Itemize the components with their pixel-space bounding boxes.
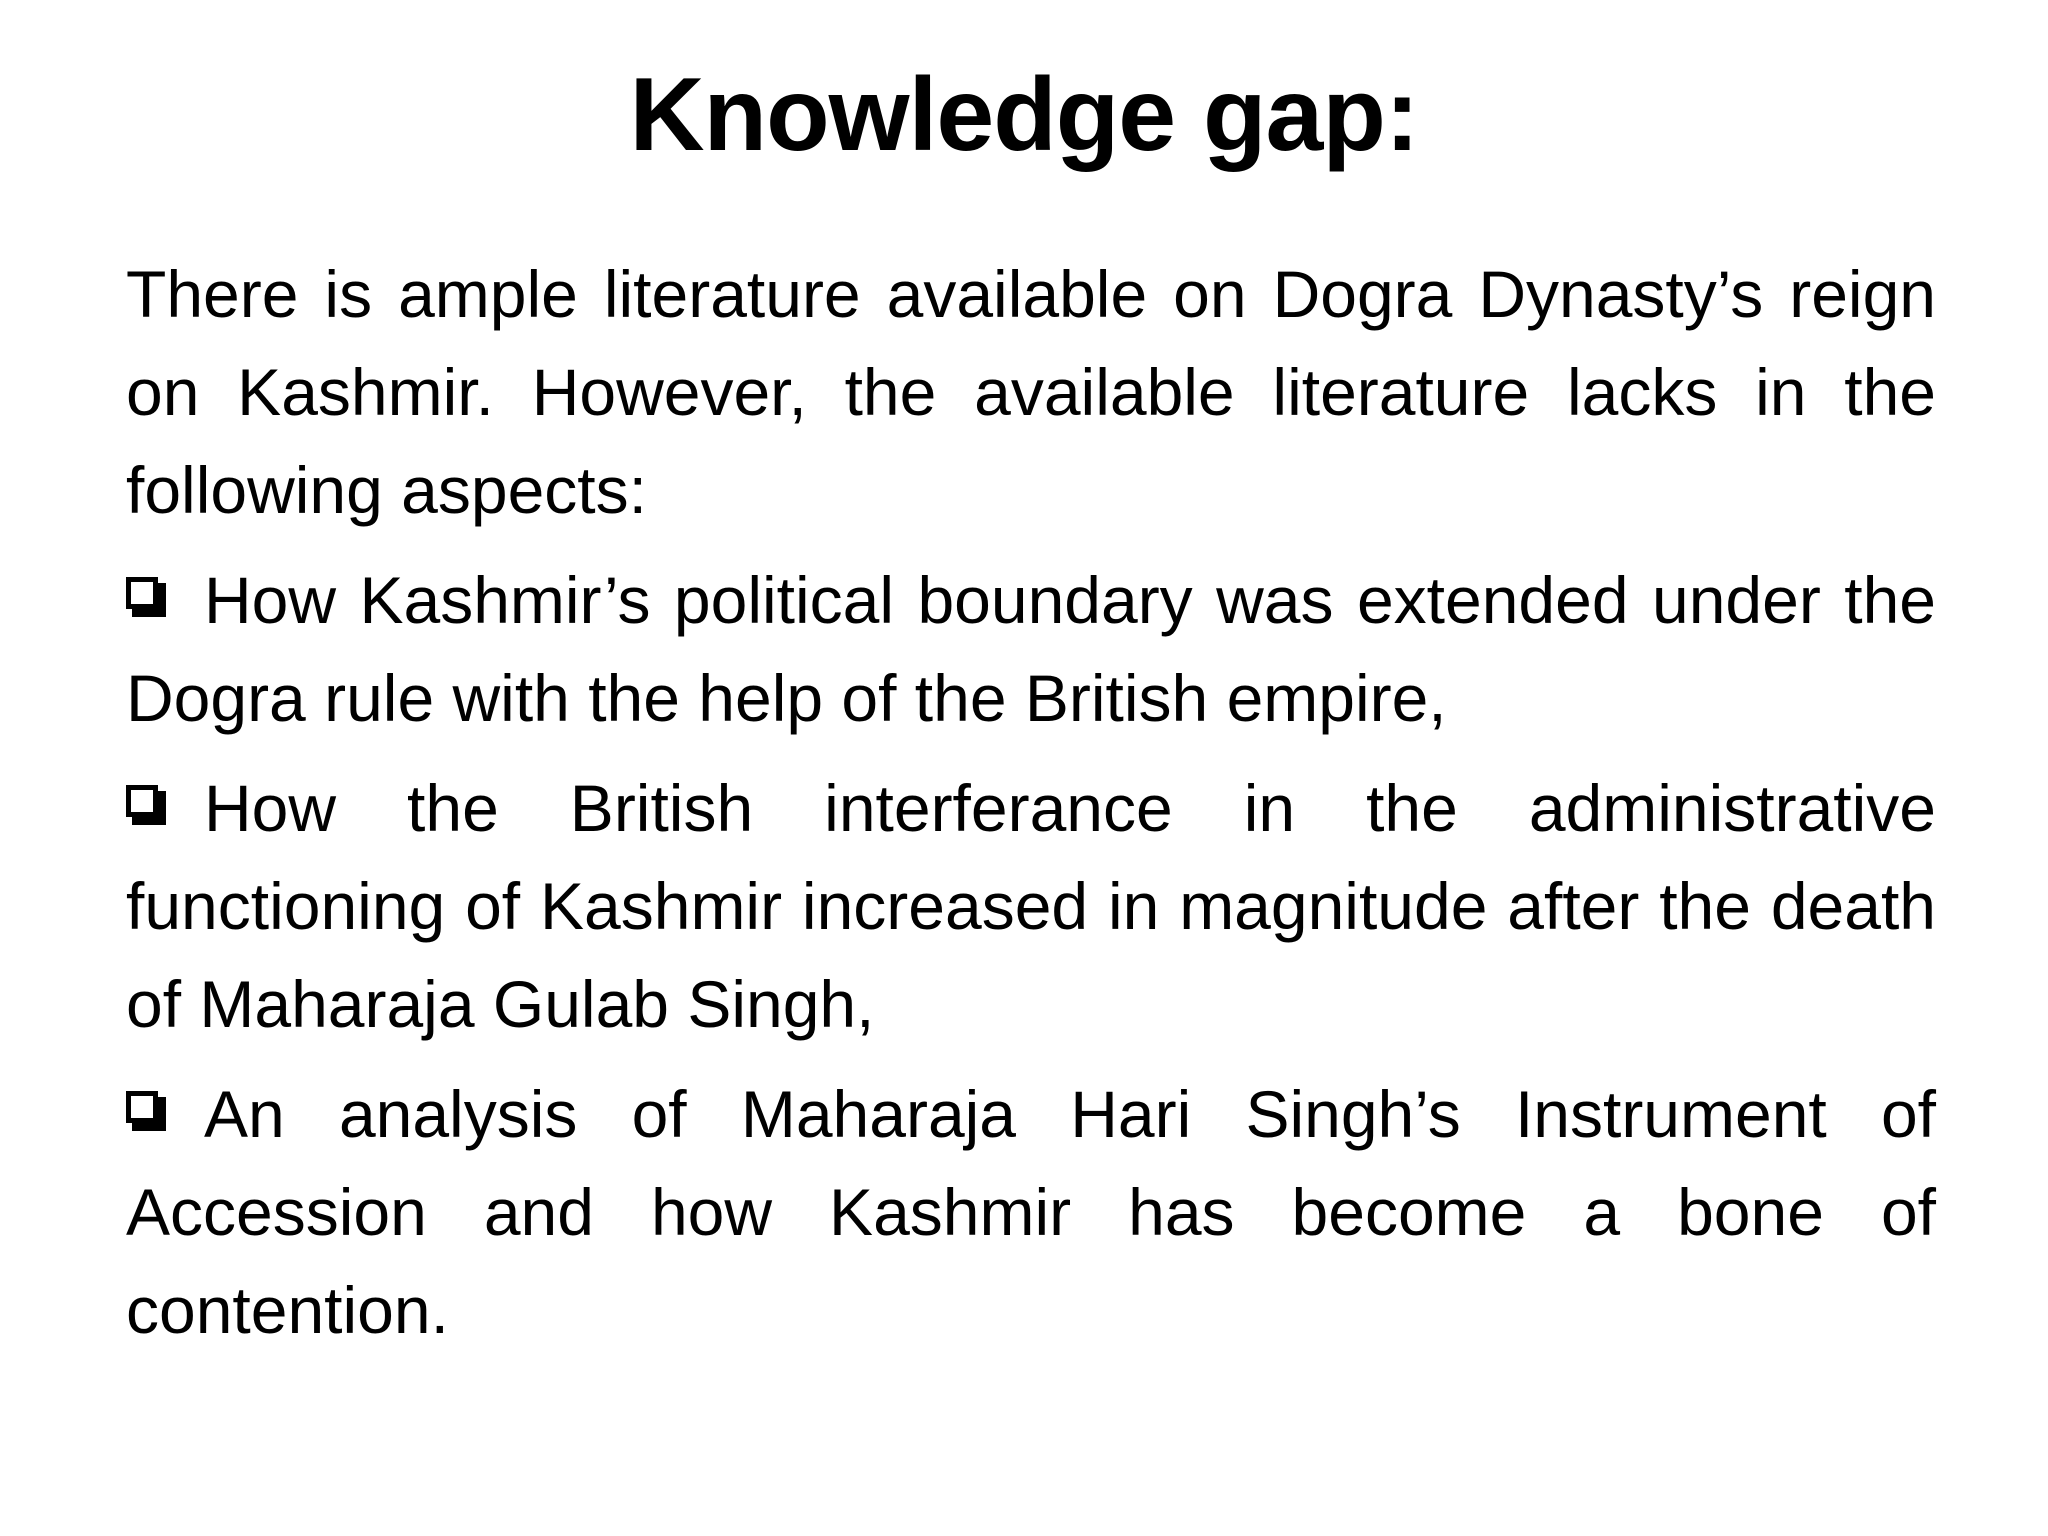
bullet-item xyxy=(126,759,1936,1053)
bullet-item xyxy=(126,551,1936,747)
bullet-text: How the British interferance in the administrative functioning of Kashmir increased in magnitude after the death of Maharaja Gulab Singh, xyxy=(126,771,1936,1041)
bullet-text: How Kashmir’s political boundary was extended under the Dogra rule with the help of the British empire, xyxy=(126,563,1936,735)
checkbox-square-icon xyxy=(126,785,170,829)
intro-paragraph: There is ample literature available on Dogra Dynasty’s reign on Kashmir. However, the available literature lacks in the following aspects: xyxy=(126,257,1936,527)
bullet-text: An analysis of Maharaja Hari Singh’s Instrument of Accession and how Kashmir has become a bone of contention. xyxy=(126,1077,1936,1347)
slide-body xyxy=(126,245,1936,1371)
bullet-item xyxy=(126,1065,1936,1359)
checkbox-square-icon xyxy=(126,1091,170,1135)
slide-title: Knowledge gap: xyxy=(629,57,1419,173)
checkbox-square-icon xyxy=(126,577,170,621)
